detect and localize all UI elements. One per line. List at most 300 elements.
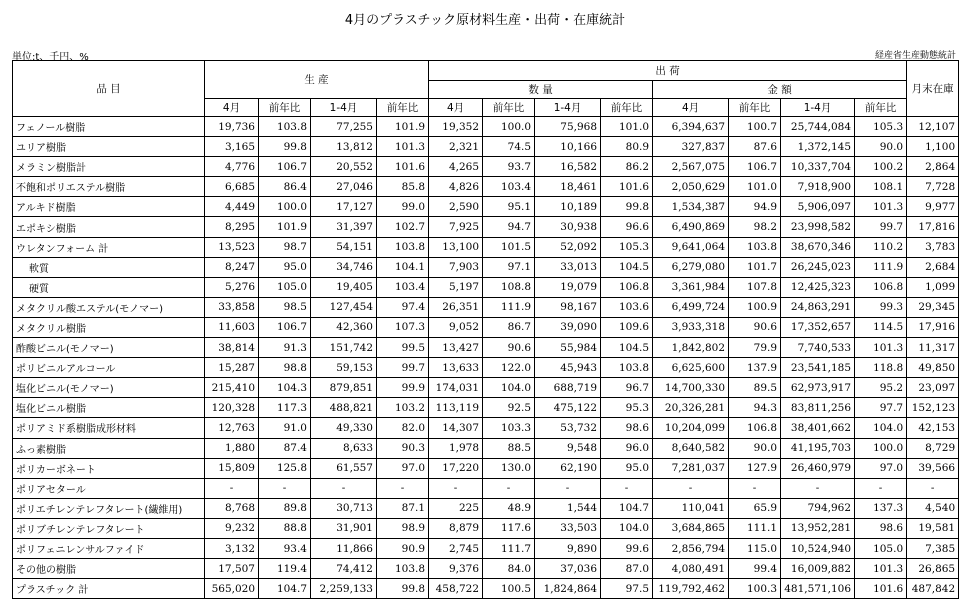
table-cell: 87.1 [377, 498, 429, 518]
row-label: メタクリル酸エステル(モノマー) [13, 297, 205, 317]
table-cell: 49,330 [311, 418, 377, 438]
table-cell: 106.8 [601, 277, 653, 297]
table-cell: - [205, 478, 259, 498]
table-cell: 127.9 [729, 458, 781, 478]
header-amount: 金 額 [653, 81, 907, 99]
table-cell: 38,401,662 [781, 418, 855, 438]
table-cell: 34,746 [311, 257, 377, 277]
table-cell: 114.5 [855, 317, 907, 337]
table-cell: 122.0 [483, 358, 535, 378]
table-cell: 879,851 [311, 378, 377, 398]
table-row [13, 157, 959, 177]
table-cell: 77,255 [311, 117, 377, 137]
table-cell: 17,507 [205, 559, 259, 579]
header-stock: 月末在庫 [907, 61, 959, 117]
table-cell: - [781, 478, 855, 498]
table-cell: 103.8 [601, 358, 653, 378]
table-cell: 7,281,037 [653, 458, 729, 478]
table-cell: 4,080,491 [653, 559, 729, 579]
table-cell: 13,427 [429, 338, 483, 358]
table-cell: 1,544 [535, 498, 601, 518]
table-row [13, 498, 959, 518]
table-cell: 23,541,185 [781, 358, 855, 378]
table-cell: 31,397 [311, 217, 377, 237]
table-cell: 101.7 [729, 257, 781, 277]
table-cell: 94.3 [729, 398, 781, 418]
table-cell: 82.0 [377, 418, 429, 438]
table-cell: 105.3 [855, 117, 907, 137]
table-cell: 9,641,064 [653, 237, 729, 257]
table-cell: 90.0 [729, 438, 781, 458]
header-qty-yoy: 前年比 [483, 99, 535, 117]
table-cell: 97.0 [377, 458, 429, 478]
table-cell: 17,352,657 [781, 317, 855, 337]
table-cell: 3,165 [205, 137, 259, 157]
table-cell: 97.1 [483, 257, 535, 277]
table-cell: 103.4 [377, 277, 429, 297]
table-cell: 99.3 [855, 297, 907, 317]
table-cell: 8,879 [429, 518, 483, 538]
table-cell: 117.6 [483, 518, 535, 538]
table-cell: 108.8 [483, 277, 535, 297]
table-cell: 488,821 [311, 398, 377, 418]
table-cell: 327,837 [653, 137, 729, 157]
table-cell: 98.5 [259, 297, 311, 317]
table-cell: 31,901 [311, 518, 377, 538]
table-cell: 100.9 [729, 297, 781, 317]
table-cell: 8,640,582 [653, 438, 729, 458]
table-row [13, 237, 959, 257]
table-row [13, 197, 959, 217]
table-cell: 99.8 [601, 197, 653, 217]
table-cell: 111.9 [855, 257, 907, 277]
table-cell: 95.2 [855, 378, 907, 398]
header-prod-month: 4月 [205, 99, 259, 117]
table-cell: 98,167 [535, 297, 601, 317]
table-cell: 215,410 [205, 378, 259, 398]
table-cell: 4,540 [907, 498, 959, 518]
table-cell: 101.3 [377, 137, 429, 157]
table-cell: 8,729 [907, 438, 959, 458]
table-cell: 13,633 [429, 358, 483, 378]
table-cell: 3,132 [205, 538, 259, 558]
table-cell: 6,279,080 [653, 257, 729, 277]
table-cell: 61,557 [311, 458, 377, 478]
table-cell: 110.2 [855, 237, 907, 257]
table-cell: - [855, 478, 907, 498]
table-cell: 39,090 [535, 317, 601, 337]
row-label: ポリアミド系樹脂成形材料 [13, 418, 205, 438]
table-cell: 106.8 [855, 277, 907, 297]
table-cell: 174,031 [429, 378, 483, 398]
table-cell: 104.1 [377, 257, 429, 277]
table-cell: 104.3 [259, 378, 311, 398]
table-cell: 565,020 [205, 579, 259, 599]
table-cell: 10,524,940 [781, 538, 855, 558]
table-cell: 8,247 [205, 257, 259, 277]
table-cell: 87.6 [729, 137, 781, 157]
table-cell: 9,977 [907, 197, 959, 217]
header-prod-cumulative: 1-4月 [311, 99, 377, 117]
table-cell: 98.2 [729, 217, 781, 237]
table-cell: 42,360 [311, 317, 377, 337]
table-cell: 101.3 [855, 197, 907, 217]
table-cell: 137.3 [855, 498, 907, 518]
table-cell: 105.0 [259, 277, 311, 297]
table-cell: 475,122 [535, 398, 601, 418]
table-cell: 98.6 [601, 418, 653, 438]
row-label: 軟質 [13, 257, 205, 277]
table-cell: 1,842,802 [653, 338, 729, 358]
table-cell: 90.0 [855, 137, 907, 157]
table-cell: 59,153 [311, 358, 377, 378]
header-qty-cum-yoy: 前年比 [601, 99, 653, 117]
table-row [13, 177, 959, 197]
row-label: 酢酸ビニル(モノマー) [13, 338, 205, 358]
table-cell: 2,745 [429, 538, 483, 558]
table-cell: 9,376 [429, 559, 483, 579]
table-cell: 9,232 [205, 518, 259, 538]
table-cell: 2,864 [907, 157, 959, 177]
table-cell: 2,590 [429, 197, 483, 217]
row-label: ウレタンフォーム 計 [13, 237, 205, 257]
table-cell: 90.6 [483, 338, 535, 358]
header-amt-cum-yoy: 前年比 [855, 99, 907, 117]
table-cell: 99.8 [259, 137, 311, 157]
table-cell: 2,259,133 [311, 579, 377, 599]
table-cell: 17,816 [907, 217, 959, 237]
table-cell: 30,713 [311, 498, 377, 518]
table-cell: 100.3 [729, 579, 781, 599]
header-prod-cum-yoy: 前年比 [377, 99, 429, 117]
table-cell: 101.9 [259, 217, 311, 237]
table-cell: 16,582 [535, 157, 601, 177]
table-cell: 20,326,281 [653, 398, 729, 418]
table-cell: 101.3 [855, 338, 907, 358]
table-cell: 104.7 [601, 498, 653, 518]
table-cell: 104.5 [601, 257, 653, 277]
table-cell: 6,394,637 [653, 117, 729, 137]
table-row [13, 338, 959, 358]
table-cell: 25,744,084 [781, 117, 855, 137]
header-production: 生 産 [205, 61, 429, 99]
table-cell: 101.6 [601, 177, 653, 197]
table-cell: 7,903 [429, 257, 483, 277]
table-cell: 39,566 [907, 458, 959, 478]
table-cell: 10,189 [535, 197, 601, 217]
table-row [13, 257, 959, 277]
table-cell: 90.6 [729, 317, 781, 337]
table-cell: 113,119 [429, 398, 483, 418]
table-cell: 108.1 [855, 177, 907, 197]
table-cell: 105.3 [601, 237, 653, 257]
table-cell: 30,938 [535, 217, 601, 237]
header-amt-yoy: 前年比 [729, 99, 781, 117]
table-row [13, 297, 959, 317]
table-cell: 106.8 [729, 418, 781, 438]
table-cell: 106.7 [259, 157, 311, 177]
table-cell: 2,567,075 [653, 157, 729, 177]
table-cell: 88.8 [259, 518, 311, 538]
table-cell: 1,880 [205, 438, 259, 458]
table-cell: 7,918,900 [781, 177, 855, 197]
table-cell: 86.7 [483, 317, 535, 337]
table-cell: 4,776 [205, 157, 259, 177]
table-cell: 688,719 [535, 378, 601, 398]
table-cell: 12,107 [907, 117, 959, 137]
table-cell: 10,337,704 [781, 157, 855, 177]
table-cell: 8,295 [205, 217, 259, 237]
table-cell: 106.7 [729, 157, 781, 177]
table-cell: 88.5 [483, 438, 535, 458]
unit-note: 単位:t、千円、% [12, 52, 89, 63]
table-cell: 3,933,318 [653, 317, 729, 337]
header-quantity: 数 量 [429, 81, 653, 99]
table-row [13, 137, 959, 157]
table-cell: 6,490,869 [653, 217, 729, 237]
table-cell: 19,581 [907, 518, 959, 538]
table-cell: 99.5 [377, 338, 429, 358]
table-cell: 65.9 [729, 498, 781, 518]
table-cell: 96.0 [601, 438, 653, 458]
table-cell: - [729, 478, 781, 498]
table-cell: - [311, 478, 377, 498]
table-cell: 38,814 [205, 338, 259, 358]
table-cell: 9,052 [429, 317, 483, 337]
table-cell: 101.0 [601, 117, 653, 137]
row-label: ポリブチレンテレフタレート [13, 518, 205, 538]
table-cell: 10,204,099 [653, 418, 729, 438]
row-label: プラスチック 計 [13, 579, 205, 599]
table-cell: 49,850 [907, 358, 959, 378]
table-cell: 89.8 [259, 498, 311, 518]
table-cell: 97.4 [377, 297, 429, 317]
table-cell: 1,099 [907, 277, 959, 297]
table-cell: 111.1 [729, 518, 781, 538]
table-row [13, 358, 959, 378]
row-label: ユリア樹脂 [13, 137, 205, 157]
table-cell: 115.0 [729, 538, 781, 558]
table-cell: 99.7 [855, 217, 907, 237]
table-row [13, 458, 959, 478]
table-cell: 103.6 [601, 297, 653, 317]
header-item: 品 目 [13, 61, 205, 117]
table-cell: 89.5 [729, 378, 781, 398]
table-cell: 99.9 [377, 378, 429, 398]
table-cell: 101.6 [855, 579, 907, 599]
header-amt-cumulative: 1-4月 [781, 99, 855, 117]
table-cell: 5,906,097 [781, 197, 855, 217]
table-cell: 119,792,462 [653, 579, 729, 599]
table-cell: 98.7 [259, 237, 311, 257]
table-cell: 1,372,145 [781, 137, 855, 157]
table-cell: 14,307 [429, 418, 483, 438]
table-cell: - [259, 478, 311, 498]
table-cell: 53,732 [535, 418, 601, 438]
table-row [13, 518, 959, 538]
table-cell: 62,973,917 [781, 378, 855, 398]
table-cell: 90.3 [377, 438, 429, 458]
table-cell: 127,454 [311, 297, 377, 317]
table-cell: 9,548 [535, 438, 601, 458]
table-cell: 26,865 [907, 559, 959, 579]
table-cell: 101.5 [483, 237, 535, 257]
table-cell: 125.8 [259, 458, 311, 478]
table-cell: 3,684,865 [653, 518, 729, 538]
row-label: メラミン樹脂計 [13, 157, 205, 177]
table-cell: 103.8 [377, 237, 429, 257]
table-cell: 481,571,106 [781, 579, 855, 599]
table-row [13, 438, 959, 458]
table-cell: 75,968 [535, 117, 601, 137]
table-cell: 20,552 [311, 157, 377, 177]
table-cell: - [483, 478, 535, 498]
table-cell: 23,998,582 [781, 217, 855, 237]
table-cell: 84.0 [483, 559, 535, 579]
table-cell: 85.8 [377, 177, 429, 197]
table-cell: 19,352 [429, 117, 483, 137]
table-cell: 95.0 [259, 257, 311, 277]
table-cell: 91.3 [259, 338, 311, 358]
table-cell: 97.0 [855, 458, 907, 478]
table-cell: 1,978 [429, 438, 483, 458]
table-cell: 33,503 [535, 518, 601, 538]
table-cell: 100.0 [259, 197, 311, 217]
table-cell: 6,685 [205, 177, 259, 197]
table-cell: 19,079 [535, 277, 601, 297]
table-cell: 29,345 [907, 297, 959, 317]
table-cell: 7,740,533 [781, 338, 855, 358]
table-cell: - [907, 478, 959, 498]
header-qty-month: 4月 [429, 99, 483, 117]
table-cell: 13,812 [311, 137, 377, 157]
table-cell: 111.9 [483, 297, 535, 317]
table-cell: 7,385 [907, 538, 959, 558]
table-row [13, 217, 959, 237]
table-cell: 151,742 [311, 338, 377, 358]
table-row [13, 117, 959, 137]
table-cell: 14,700,330 [653, 378, 729, 398]
table-cell: 95.3 [601, 398, 653, 418]
table-cell: 33,013 [535, 257, 601, 277]
table-cell: 120,328 [205, 398, 259, 418]
table-cell: 99.7 [377, 358, 429, 378]
row-label: エポキシ樹脂 [13, 217, 205, 237]
table-cell: 99.4 [729, 559, 781, 579]
table-cell: 101.6 [377, 157, 429, 177]
table-row [13, 277, 959, 297]
table-cell: 95.1 [483, 197, 535, 217]
table-cell: 87.4 [259, 438, 311, 458]
table-cell: 5,276 [205, 277, 259, 297]
table-cell: 107.8 [729, 277, 781, 297]
table-cell: 110,041 [653, 498, 729, 518]
table-cell: 102.7 [377, 217, 429, 237]
table-row [13, 317, 959, 337]
table-cell: 19,736 [205, 117, 259, 137]
table-cell: 119.4 [259, 559, 311, 579]
table-cell: 3,783 [907, 237, 959, 257]
table-cell: 1,824,864 [535, 579, 601, 599]
table-cell: 54,151 [311, 237, 377, 257]
table-cell: 101.3 [855, 559, 907, 579]
table-row [13, 478, 959, 498]
table-cell: 101.0 [729, 177, 781, 197]
row-label: ポリビニルアルコール [13, 358, 205, 378]
table-cell: 9,890 [535, 538, 601, 558]
table-cell: 104.0 [601, 518, 653, 538]
table-cell: 52,092 [535, 237, 601, 257]
table-row [13, 559, 959, 579]
table-cell: 103.3 [483, 418, 535, 438]
table-body [13, 117, 959, 599]
table-cell: 152,123 [907, 398, 959, 418]
table-cell: 117.3 [259, 398, 311, 418]
page-title: 4月のプラスチック原材料生産・出荷・在庫統計 [344, 13, 626, 28]
table-cell: 7,728 [907, 177, 959, 197]
table-cell: 130.0 [483, 458, 535, 478]
table-cell: 103.8 [729, 237, 781, 257]
table-cell: 92.5 [483, 398, 535, 418]
table-cell: 100.0 [483, 117, 535, 137]
table-cell: 11,866 [311, 538, 377, 558]
row-label: ふっ素樹脂 [13, 438, 205, 458]
table-cell: 106.7 [259, 317, 311, 337]
table-cell: 225 [429, 498, 483, 518]
table-cell: 458,722 [429, 579, 483, 599]
table-cell: 1,534,387 [653, 197, 729, 217]
row-label: アルキド樹脂 [13, 197, 205, 217]
table-cell: 118.8 [855, 358, 907, 378]
table-cell: 74.5 [483, 137, 535, 157]
table-cell: 15,809 [205, 458, 259, 478]
table-cell: 17,916 [907, 317, 959, 337]
table-cell: 104.0 [483, 378, 535, 398]
table-cell: 19,405 [311, 277, 377, 297]
table-row [13, 579, 959, 599]
table-cell: 100.5 [483, 579, 535, 599]
row-label: 不飽和ポリエステル樹脂 [13, 177, 205, 197]
table-cell: 90.9 [377, 538, 429, 558]
table-cell: - [429, 478, 483, 498]
table-cell: 38,670,346 [781, 237, 855, 257]
row-label: フェノール樹脂 [13, 117, 205, 137]
table-cell: 1,100 [907, 137, 959, 157]
row-label: 塩化ビニル樹脂 [13, 398, 205, 418]
table-cell: 17,220 [429, 458, 483, 478]
table-cell: 96.7 [601, 378, 653, 398]
row-label: その他の樹脂 [13, 559, 205, 579]
table-cell: 103.2 [377, 398, 429, 418]
table-cell: 487,842 [907, 579, 959, 599]
table-cell: 3,361,984 [653, 277, 729, 297]
table-row [13, 398, 959, 418]
table-cell: 2,856,794 [653, 538, 729, 558]
table-cell: 7,925 [429, 217, 483, 237]
table-cell: 794,962 [781, 498, 855, 518]
table-cell: - [653, 478, 729, 498]
table-cell: 2,684 [907, 257, 959, 277]
table-cell: 101.9 [377, 117, 429, 137]
table-cell: 4,265 [429, 157, 483, 177]
row-label: 塩化ビニル(モノマー) [13, 378, 205, 398]
table-cell: 99.0 [377, 197, 429, 217]
table-cell: 100.2 [855, 157, 907, 177]
table-cell: 13,523 [205, 237, 259, 257]
table-cell: 86.2 [601, 157, 653, 177]
row-label: ポリカーボネート [13, 458, 205, 478]
table-row [13, 418, 959, 438]
